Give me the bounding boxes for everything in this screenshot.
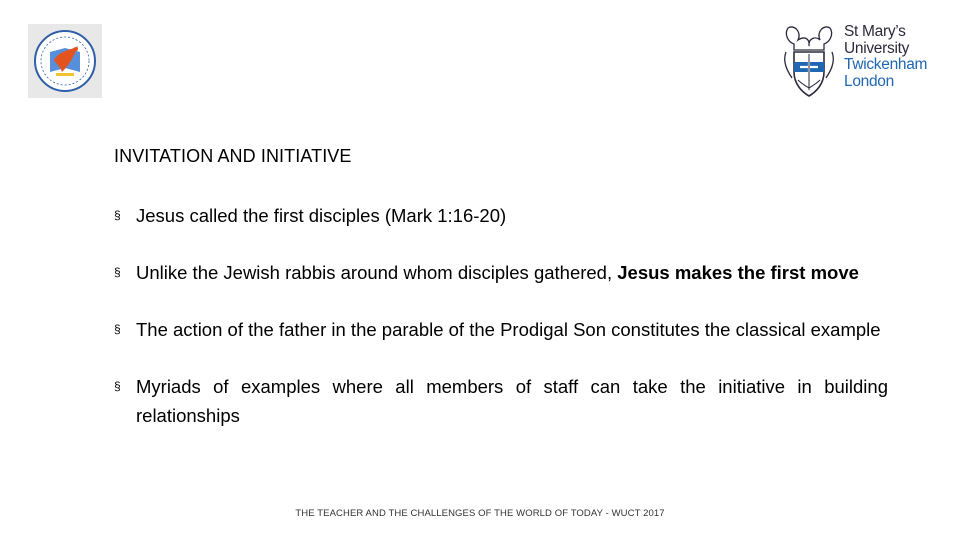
bullet-list: [114, 201, 888, 430]
school-logo: [28, 24, 102, 98]
bullet-item: [114, 372, 888, 430]
slide-footer: THE TEACHER AND THE CHALLENGES OF THE WORLD OF TODAY - WUCT 2017: [295, 508, 665, 519]
bullet-item: [114, 201, 888, 230]
bullet-text: The action of the father in the parable of the Prodigal Son constitutes the classical example: [136, 319, 881, 340]
university-name-line2: University: [844, 39, 910, 57]
university-name-line1: St Mary’s: [844, 23, 906, 40]
bullet-text: Unlike the Jewish rabbis around whom disciples gathered,: [136, 262, 618, 283]
bullet-text: Myriads of examples where all members of staff can take the initiative in building relationships: [136, 376, 888, 426]
bullet-item: [114, 258, 888, 287]
bullet-text: Jesus called the first disciples (Mark 1:16-20): [136, 205, 507, 226]
school-dove-emblem-icon: [28, 24, 102, 98]
bullet-marker: §: [114, 322, 121, 336]
slide-heading: INVITATION AND INITIATIVE: [114, 146, 352, 166]
university-logo: [780, 22, 940, 102]
university-name-line4: London: [844, 72, 894, 90]
bullet-item: [114, 315, 888, 344]
bullet-marker: §: [114, 265, 121, 279]
university-name-line3: Twickenham: [844, 56, 928, 73]
bullet-marker: §: [114, 208, 121, 222]
st-marys-crest-icon: [780, 22, 838, 100]
bullet-marker: §: [114, 379, 121, 393]
university-name: [844, 24, 940, 90]
bullet-bold-text: Jesus makes the first move: [617, 262, 859, 283]
